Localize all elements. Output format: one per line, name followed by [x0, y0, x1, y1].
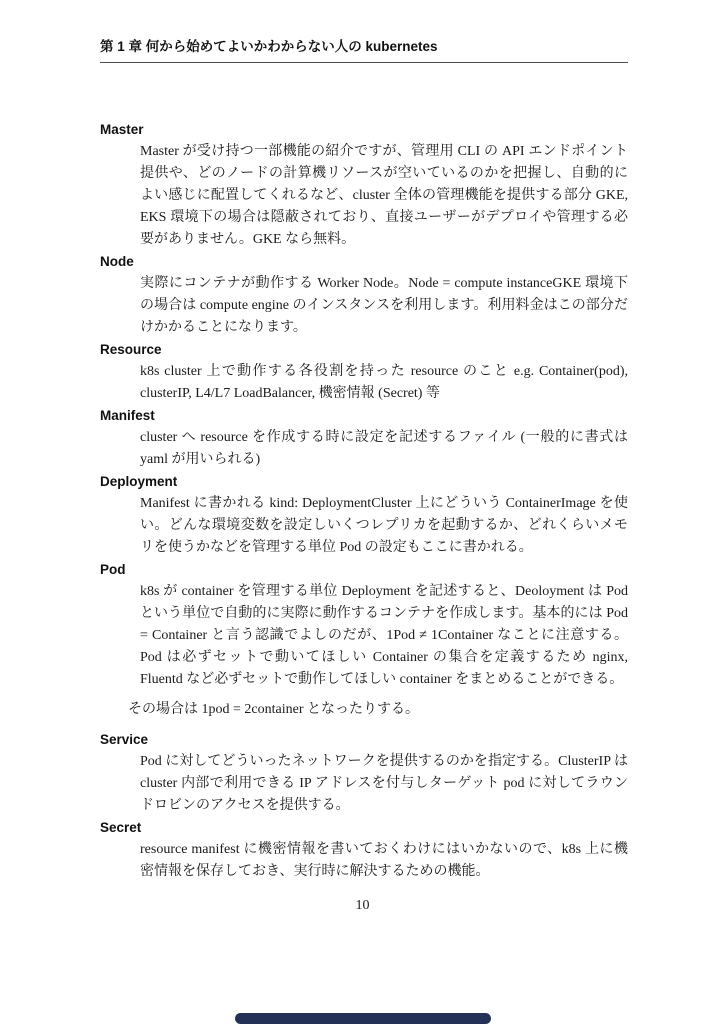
section-manifest: [100, 405, 628, 471]
section-term: Manifest: [100, 408, 155, 423]
section-node: [100, 251, 628, 339]
section-term: Pod: [100, 562, 126, 577]
section-resource: [100, 339, 628, 405]
definition-list: [100, 119, 628, 883]
section-term: Node: [100, 254, 134, 269]
page-number: 10: [355, 898, 370, 913]
section-term: Service: [100, 732, 149, 747]
section-body: Pod に対してどういったネットワークを提供するのかを指定する。ClusterIP は cluster 内部で利用できる IP アドレスを付与しターゲット pod に対してラウンドロビンのアクセスを提供する。: [140, 754, 628, 813]
section-term: Secret: [100, 820, 142, 835]
section-body: k8s が container を管理する単位 Deployment を記述すると、Deoloyment は Pod という単位で自動的に実際に動作するコンテナを作成します。基本的には Pod = Container と言う認識でよしのだが、1Pod ≠ 1Container なことに注意する。Pod は必ずセットで動いてほしい Container の集合を定義するため nginx, Fluentd など必ずセットで動作してほしい container をまとめることができる。: [140, 584, 628, 687]
section-body: k8s cluster 上で動作する各役割を持った resource のこと e.g. Container(pod), clusterIP, L4/L7 LoadBalancer, 機密情報 (Secret) 等: [140, 364, 628, 401]
section-term: Master: [100, 122, 144, 137]
section-body: Master が受け持つ一部機能の紹介ですが、管理用 CLI の API エンドポイント提供や、どのノードの計算機リソースが空いているのかを把握し、自動的によい感じに配置してくれるなど、cluster 全体の管理機能を提供する部分 GKE, EKS 環境下の場合は隠蔽されており、直接ユーザーがデプロイや管理する必要がありません。GKE なら無料。: [140, 144, 628, 247]
section-secret: [100, 817, 628, 883]
section-body: resource manifest に機密情報を書いておくわけにはいかないので、k8s 上に機密情報を保存しておき、実行時に解決するための機能。: [140, 842, 628, 879]
section-term: Deployment: [100, 474, 178, 489]
section-body: 実際にコンテナが動作する Worker Node。Node = compute instanceGKE 環境下の場合は compute engine のインスタンスを利用します。利用料金はこの部分だけかかることになります。: [140, 276, 628, 335]
section-body: cluster へ resource を作成する時に設定を記述するファイル (一般的に書式は yaml が用いられる): [140, 430, 628, 467]
section-term: Resource: [100, 342, 162, 357]
section-master: [100, 119, 628, 251]
section-deployment: [100, 471, 628, 559]
chapter-header: 第 1 章 何から始めてよいかわからない人の kubernetes: [100, 38, 628, 63]
section-note: その場合は 1pod = 2container となったりする。: [128, 702, 419, 717]
home-indicator-bar: [235, 1013, 491, 1024]
section-body: Manifest に書かれる kind: DeploymentCluster 上にどういう ContainerImage を使い。どんな環境変数を設定しいくつレプリカを起動するか、どれくらいメモリを使うかなどを管理する単位 Pod の設定もここに書かれる。: [140, 496, 628, 555]
section-pod: [100, 559, 628, 721]
section-service: [100, 729, 628, 817]
